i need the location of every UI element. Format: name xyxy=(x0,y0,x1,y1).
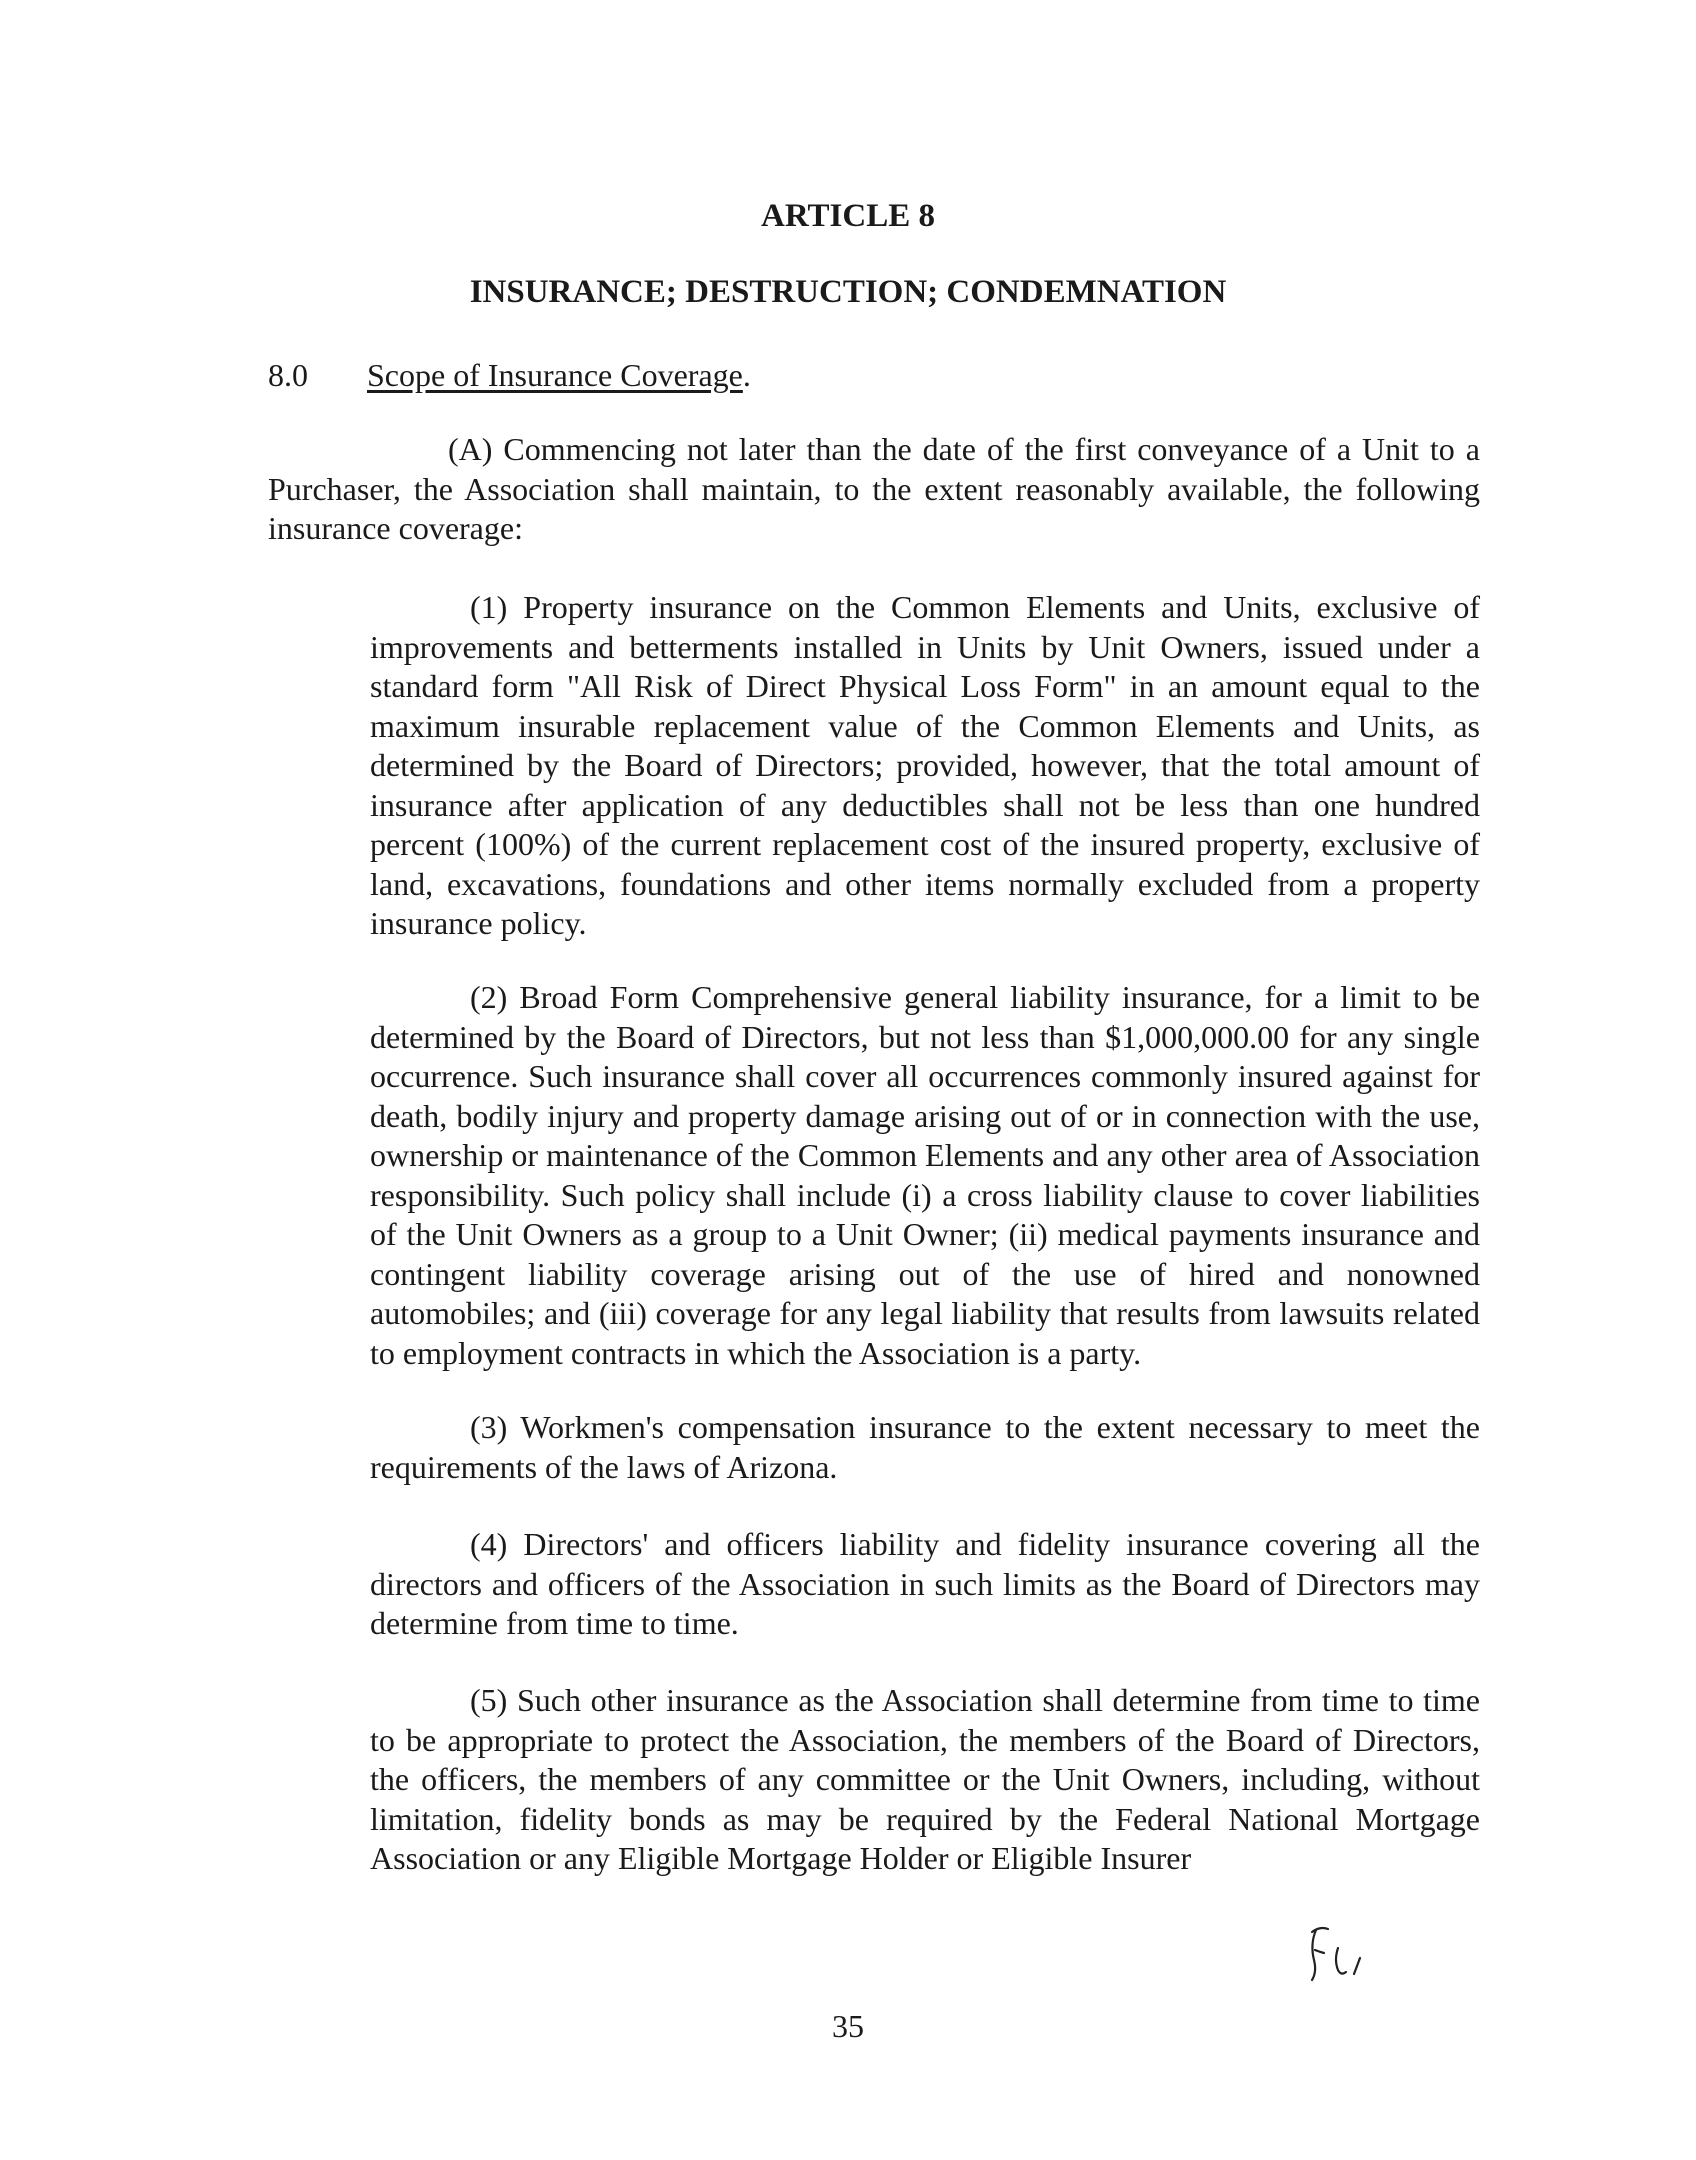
list-item-1: (1) Property insurance on the Common Elements and Units, exclusive of improvements and betterments installed in Units by Unit Owners, issued under a standard form "All Risk of Direct Physical Loss Form" in an amount equal to the maximum insurable replacement value of the Common Elements and Units, as determined by the Board of Directors; provided, however, that the total amount of insurance after application of any deductibles shall not be less than one hundred percent (100%) of the current replacement cost of the insured property, exclusive of land, excavations, foundations and other items normally excluded from a property insurance policy. xyxy=(370,589,1480,941)
list-item-3: (3) Workmen's compensation insurance to the extent necessary to meet the requirements of the laws of Arizona. xyxy=(370,1409,1480,1485)
article-title: ARTICLE 8 xyxy=(761,198,935,234)
article-subtitle: INSURANCE; DESTRUCTION; CONDEMNATION xyxy=(469,274,1227,310)
page-number: 35 xyxy=(832,2008,864,2044)
list-item-5: (5) Such other insurance as the Association shall determine from time to time to be appropriate to protect the Association, the members of the Board of Directors, the officers, the members of any committee or the Unit Owners, including, without limitation, fidelity bonds as may be required by the Federal National Mortgage Association or any Eligible Mortgage Holder or Eligible Insurer xyxy=(370,1682,1480,1876)
paragraph-a: (A) Commencing not later than the date of the first conveyance of a Unit to a Purchaser, the Association shall maintain, to the extent reasonably available, the following insurance coverage: xyxy=(268,431,1480,546)
section-heading xyxy=(268,355,751,395)
handwritten-initials-icon xyxy=(1298,1920,1398,1990)
section-title-suffix: . xyxy=(742,357,751,393)
list-item-2: (2) Broad Form Comprehensive general liability insurance, for a limit to be determined by the Board of Directors, but not less than $1,000,000.00 for any single occurrence. Such insurance shall cover all occurrences commonly insured against for death, bodily injury and property damage arising out of or in connection with the use, ownership or maintenance of the Common Elements and any other area of Association responsibility. Such policy shall include (i) a cross liability clause to cover liabilities of the Unit Owners as a group to a Unit Owner; (ii) medical payments insurance and contingent liability coverage arising out of the use of hired and nonowned automobiles; and (iii) coverage for any legal liability that results from lawsuits related to employment contracts in which the Association is a party. xyxy=(370,979,1480,1371)
section-title: Scope of Insurance Coverage xyxy=(367,357,743,393)
section-number: 8.0 xyxy=(268,357,308,393)
list-item-4: (4) Directors' and officers liability and fidelity insurance covering all the directors and officers of the Association in such limits as the Board of Directors may determine from time to time. xyxy=(370,1526,1480,1641)
